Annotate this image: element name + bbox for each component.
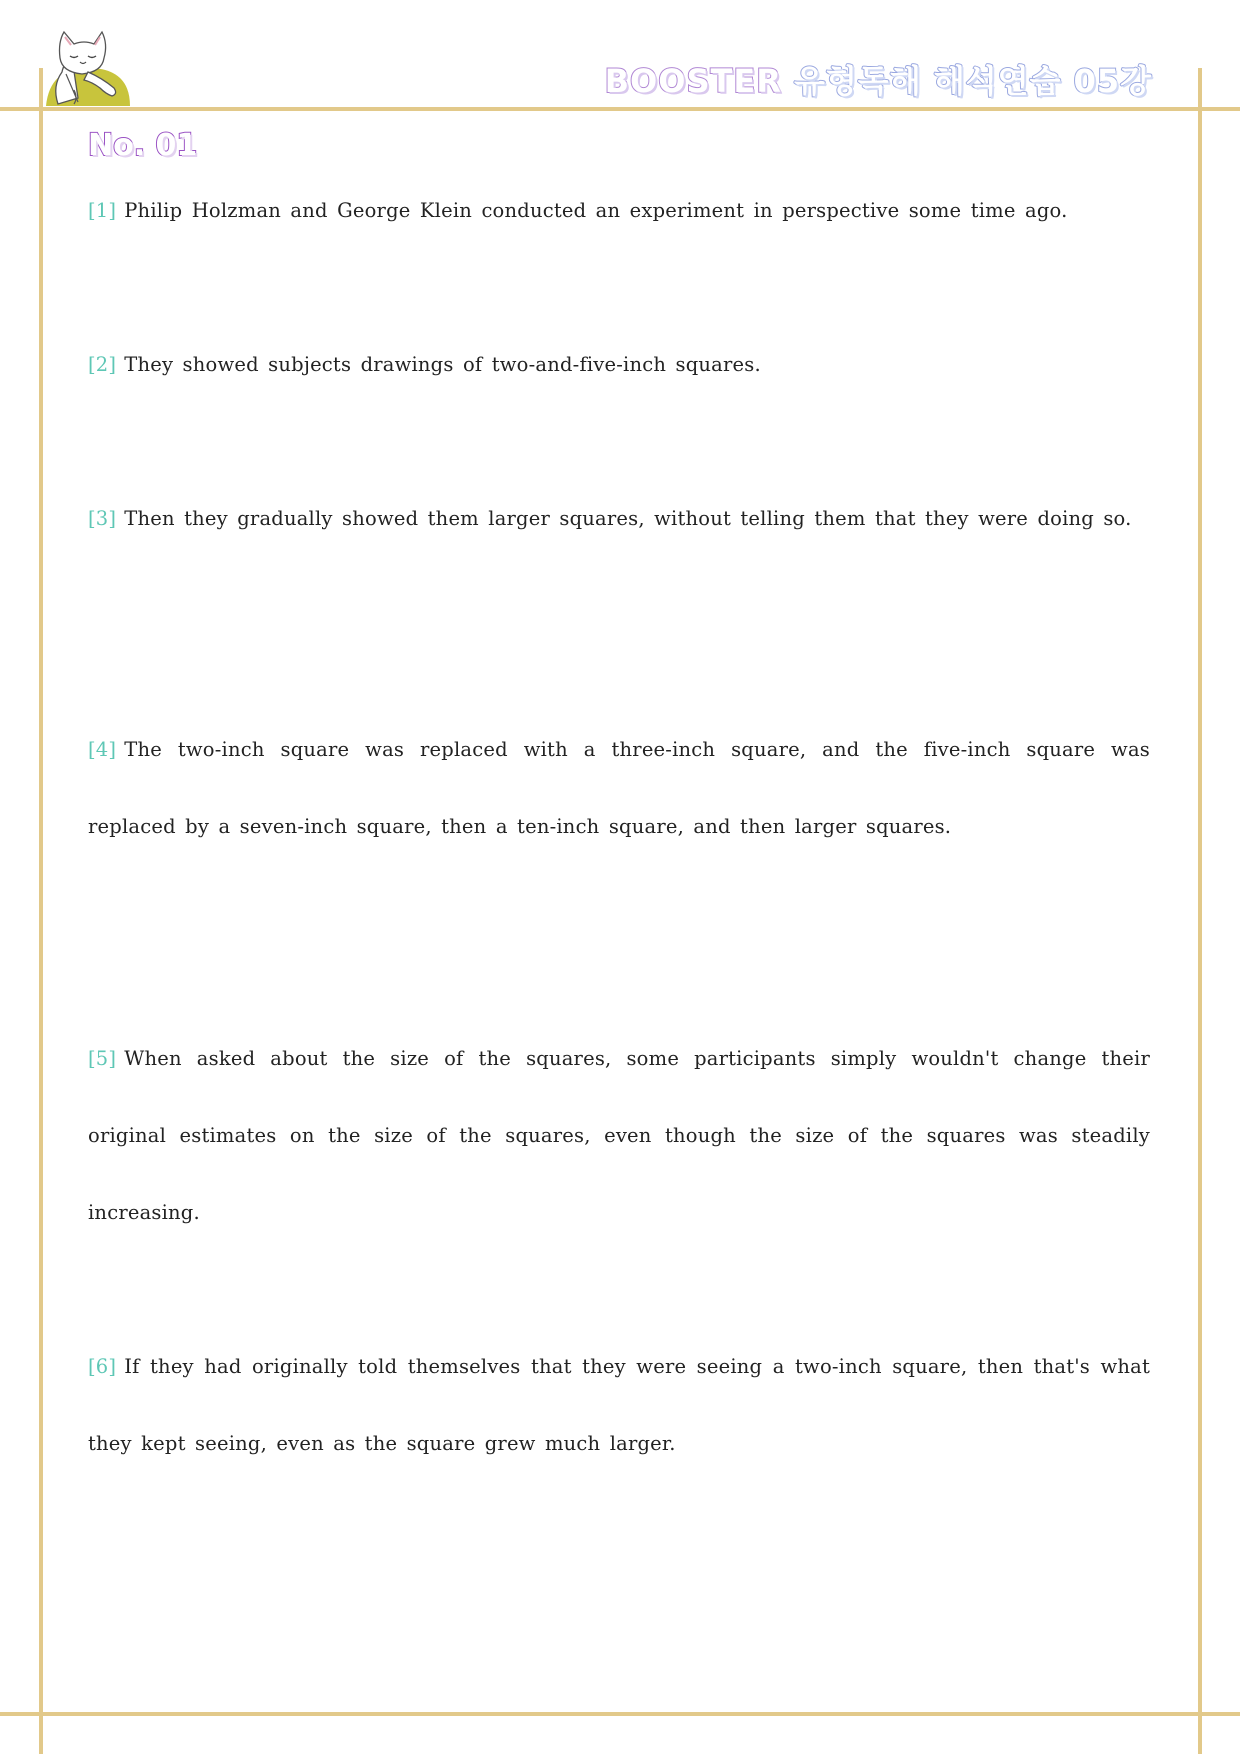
sentence-text: When asked about the size of the squares, some participants simply wouldn't change their original estimates on the size of the squares, even though the size of the squares was steadily increasing. bbox=[88, 1047, 1150, 1224]
sentence-text: Philip Holzman and George Klein conducted an experiment in perspective some time ago. bbox=[124, 199, 1068, 222]
left-border bbox=[39, 68, 43, 1754]
footer-divider bbox=[0, 1712, 1240, 1716]
right-border bbox=[1198, 68, 1202, 1754]
sentence-number: [4] bbox=[88, 738, 117, 761]
sentence-text: The two-inch square was replaced with a three-inch square, and the five-inch square was replaced by a seven-inch square, then a ten-inch square, and then larger squares. bbox=[88, 738, 1150, 838]
cat-icon bbox=[44, 28, 134, 106]
sentence-5 bbox=[88, 1020, 1150, 1251]
sentence-number: [6] bbox=[88, 1355, 117, 1378]
sentence-1 bbox=[88, 172, 1150, 249]
sentence-4 bbox=[88, 711, 1150, 865]
sentence-number: [1] bbox=[88, 199, 117, 222]
sentence-3 bbox=[88, 480, 1150, 557]
header-title-sub: 유형독해 해석연습 05강 bbox=[793, 62, 1152, 100]
header-title-main: BOOSTER bbox=[604, 62, 782, 100]
problem-number: No. 01 bbox=[88, 128, 198, 163]
sentence-2 bbox=[88, 326, 1150, 403]
sentence-number: [5] bbox=[88, 1047, 117, 1070]
page-header-title bbox=[605, 56, 1152, 102]
sentence-text: Then they gradually showed them larger squares, without telling them that they were doing so. bbox=[124, 507, 1132, 530]
header-divider bbox=[0, 107, 1240, 111]
sentence-6 bbox=[88, 1328, 1150, 1482]
sentence-text: They showed subjects drawings of two-and-five-inch squares. bbox=[124, 353, 761, 376]
sentence-number: [2] bbox=[88, 353, 117, 376]
sentence-number: [3] bbox=[88, 507, 117, 530]
sentence-text: If they had originally told themselves that they were seeing a two-inch square, then that's what they kept seeing, even as the square grew much larger. bbox=[88, 1355, 1150, 1455]
